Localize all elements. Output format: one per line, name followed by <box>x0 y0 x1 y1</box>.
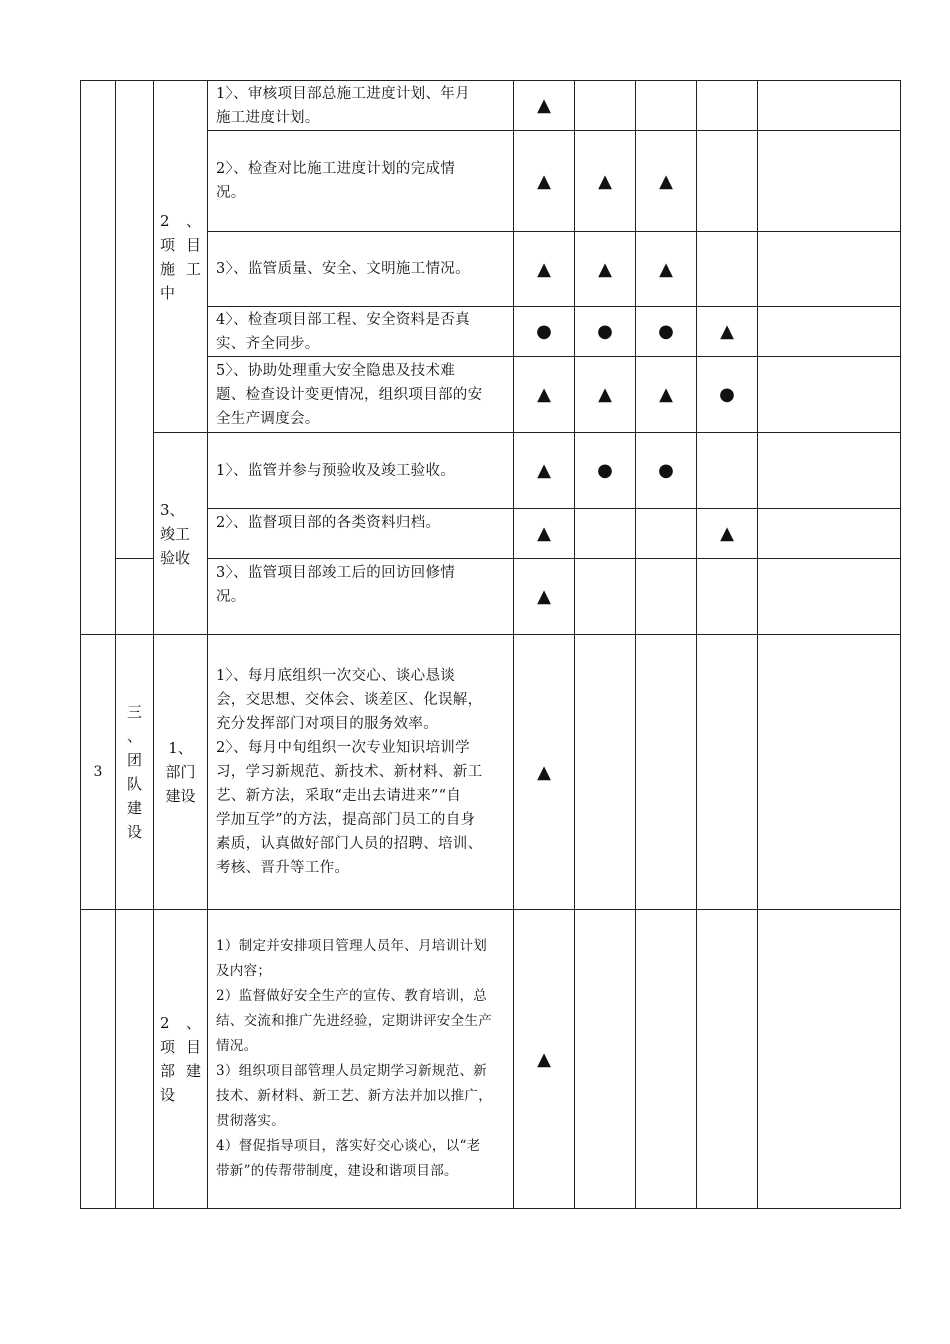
task-line: 2〉、检查对比施工进度计划的完成情 <box>216 161 456 177</box>
mark-cell <box>697 81 758 131</box>
sub-line: 1、 <box>168 739 193 757</box>
mark-cell: ● <box>636 307 697 357</box>
mark-cell <box>575 910 636 1209</box>
sub-project <box>154 910 208 1209</box>
task-cell <box>208 433 514 509</box>
category-char: 设 <box>126 823 142 841</box>
task-line: 会，交思想、交体会、谈差区、化误解， <box>216 692 483 708</box>
mark-cell <box>575 81 636 131</box>
task-cell <box>208 131 514 232</box>
sub-acceptance <box>154 433 208 635</box>
task-line: 2〉、每月中旬组织一次专业知识培训学 <box>216 740 470 756</box>
sub-line: 2 、 <box>160 211 201 230</box>
mark-cell: ▲ <box>514 232 575 307</box>
mark-cell <box>636 509 697 559</box>
task-line: 情况。 <box>216 1038 258 1054</box>
section-category <box>116 635 154 910</box>
task-cell <box>208 559 514 635</box>
task-cell <box>208 357 514 433</box>
mark-cell: ▲ <box>514 910 575 1209</box>
remarks-cell <box>758 232 901 307</box>
remarks-cell <box>758 509 901 559</box>
task-cell <box>208 635 514 910</box>
task-line: 4）督促指导项目，落实好交心谈心，以“老 <box>216 1138 481 1154</box>
category-char: 队 <box>126 775 142 793</box>
mark-cell: ● <box>636 433 697 509</box>
category-char: 团 <box>126 751 142 769</box>
task-cell <box>208 307 514 357</box>
task-line: 况。 <box>216 185 246 201</box>
task-line: 1〉、每月底组织一次交心、谈心恳谈 <box>216 668 456 684</box>
task-line: 考核、晋升等工作。 <box>216 860 350 876</box>
task-line: 施工进度计划。 <box>216 109 320 126</box>
sub-line: 中 <box>160 283 176 302</box>
mark-cell: ▲ <box>575 131 636 232</box>
table-row <box>81 910 901 1209</box>
mark-cell <box>697 910 758 1209</box>
remarks-cell <box>758 433 901 509</box>
mark-cell: ▲ <box>514 509 575 559</box>
sub-line: 3、 <box>160 500 185 519</box>
mark-cell: ▲ <box>514 433 575 509</box>
mark-cell <box>697 232 758 307</box>
num-cell-empty <box>81 81 116 635</box>
mark-cell <box>575 635 636 910</box>
category-char: 三 <box>126 703 142 721</box>
mark-cell <box>636 81 697 131</box>
task-line: 素质，认真做好部门人员的招聘、培训、 <box>216 836 483 852</box>
sub-dept <box>154 635 208 910</box>
sub-line: 项 目 <box>160 235 201 254</box>
task-line: 带新”的传帮带制度，建设和谐项目部。 <box>216 1163 458 1179</box>
sub-line: 设 <box>160 1086 176 1104</box>
task-cell <box>208 509 514 559</box>
mark-cell <box>697 559 758 635</box>
mark-cell <box>697 635 758 910</box>
sub-line: 项 目 <box>160 1038 201 1056</box>
task-line: 技术、新材料、新工艺、新方法并加以推广， <box>216 1088 492 1104</box>
mark-cell: ▲ <box>636 357 697 433</box>
task-line: 3〉、监管项目部竣工后的回访回修情 <box>216 565 456 581</box>
sub-line: 施 工 <box>160 259 201 278</box>
category-cell-empty <box>116 559 154 635</box>
table-row <box>81 433 901 509</box>
task-line: 全生产调度会。 <box>216 410 320 427</box>
remarks-cell <box>758 131 901 232</box>
sub-line: 部门 <box>165 763 196 781</box>
mark-cell: ▲ <box>697 509 758 559</box>
sub-line: 建设 <box>165 787 196 805</box>
task-line: 5〉、协助处理重大安全隐患及技术难 <box>216 362 456 379</box>
table-row <box>81 635 901 910</box>
task-line: 2〉、监督项目部的各类资料归档。 <box>216 515 441 531</box>
mark-cell: ▲ <box>514 131 575 232</box>
task-line: 况。 <box>216 589 246 605</box>
sub-line: 竣工 <box>160 524 191 543</box>
remarks-cell <box>758 910 901 1209</box>
task-line: 1〉、审核项目部总施工进度计划、年月 <box>216 85 470 102</box>
sub-line: 2 、 <box>160 1014 201 1032</box>
task-line: 习，学习新规范、新技术、新材料、新工 <box>216 764 483 780</box>
sub-line: 部 建 <box>160 1062 201 1080</box>
task-line: 3）组织项目部管理人员定期学习新规范、新 <box>216 1063 488 1079</box>
mark-cell <box>636 635 697 910</box>
category-cell-empty <box>116 81 154 559</box>
task-line: 1〉、监管并参与预验收及竣工验收。 <box>216 462 456 479</box>
section-number: 3 <box>81 635 116 910</box>
table-row <box>81 81 901 131</box>
mark-cell: ▲ <box>575 232 636 307</box>
task-line: 实、齐全同步。 <box>216 335 320 352</box>
mark-cell <box>636 559 697 635</box>
task-cell <box>208 232 514 307</box>
num-cell-empty <box>81 910 116 1209</box>
task-line: 及内容； <box>216 963 272 979</box>
task-line: 3〉、监管质量、安全、文明施工情况。 <box>216 261 470 277</box>
mark-cell: ▲ <box>636 232 697 307</box>
mark-cell <box>697 433 758 509</box>
task-line: 4〉、检查项目部工程、安全资料是否真 <box>216 311 470 328</box>
task-line: 贯彻落实。 <box>216 1113 285 1129</box>
remarks-cell <box>758 357 901 433</box>
remarks-cell <box>758 81 901 131</box>
remarks-cell <box>758 635 901 910</box>
mark-cell: ▲ <box>636 131 697 232</box>
mark-cell: ● <box>575 433 636 509</box>
mark-cell: ▲ <box>697 307 758 357</box>
mark-cell: ● <box>514 307 575 357</box>
mark-cell: ▲ <box>514 635 575 910</box>
task-line: 充分发挥部门对项目的服务效率。 <box>216 716 438 732</box>
category-char: 建 <box>126 799 142 817</box>
task-line: 题、检查设计变更情况，组织项目部的安 <box>216 386 483 403</box>
task-line: 1）制定并安排项目管理人员年、月培训计划 <box>216 938 488 954</box>
mark-cell: ▲ <box>514 559 575 635</box>
mark-cell: ▲ <box>514 357 575 433</box>
mark-cell: ▲ <box>514 81 575 131</box>
remarks-cell <box>758 307 901 357</box>
mark-cell: ▲ <box>575 357 636 433</box>
task-line: 艺、新方法，采取“走出去请进来”“自 <box>216 788 462 804</box>
task-line: 2）监督做好安全生产的宣传、教育培训，总 <box>216 988 488 1004</box>
mark-cell <box>575 509 636 559</box>
category-cell-empty <box>116 910 154 1209</box>
sub-line: 验收 <box>160 548 191 567</box>
mark-cell <box>697 131 758 232</box>
mark-cell: ● <box>697 357 758 433</box>
remarks-cell <box>758 559 901 635</box>
task-cell <box>208 910 514 1209</box>
mark-cell: ● <box>575 307 636 357</box>
responsibility-table <box>80 80 901 1209</box>
task-line: 结、交流和推广先进经验，定期讲评安全生产 <box>216 1013 492 1029</box>
task-line: 学加互学”的方法，提高部门员工的自身 <box>216 812 476 828</box>
mark-cell <box>636 910 697 1209</box>
sub-construction <box>154 81 208 433</box>
mark-cell <box>575 559 636 635</box>
task-cell <box>208 81 514 131</box>
category-char: 、 <box>126 727 142 745</box>
